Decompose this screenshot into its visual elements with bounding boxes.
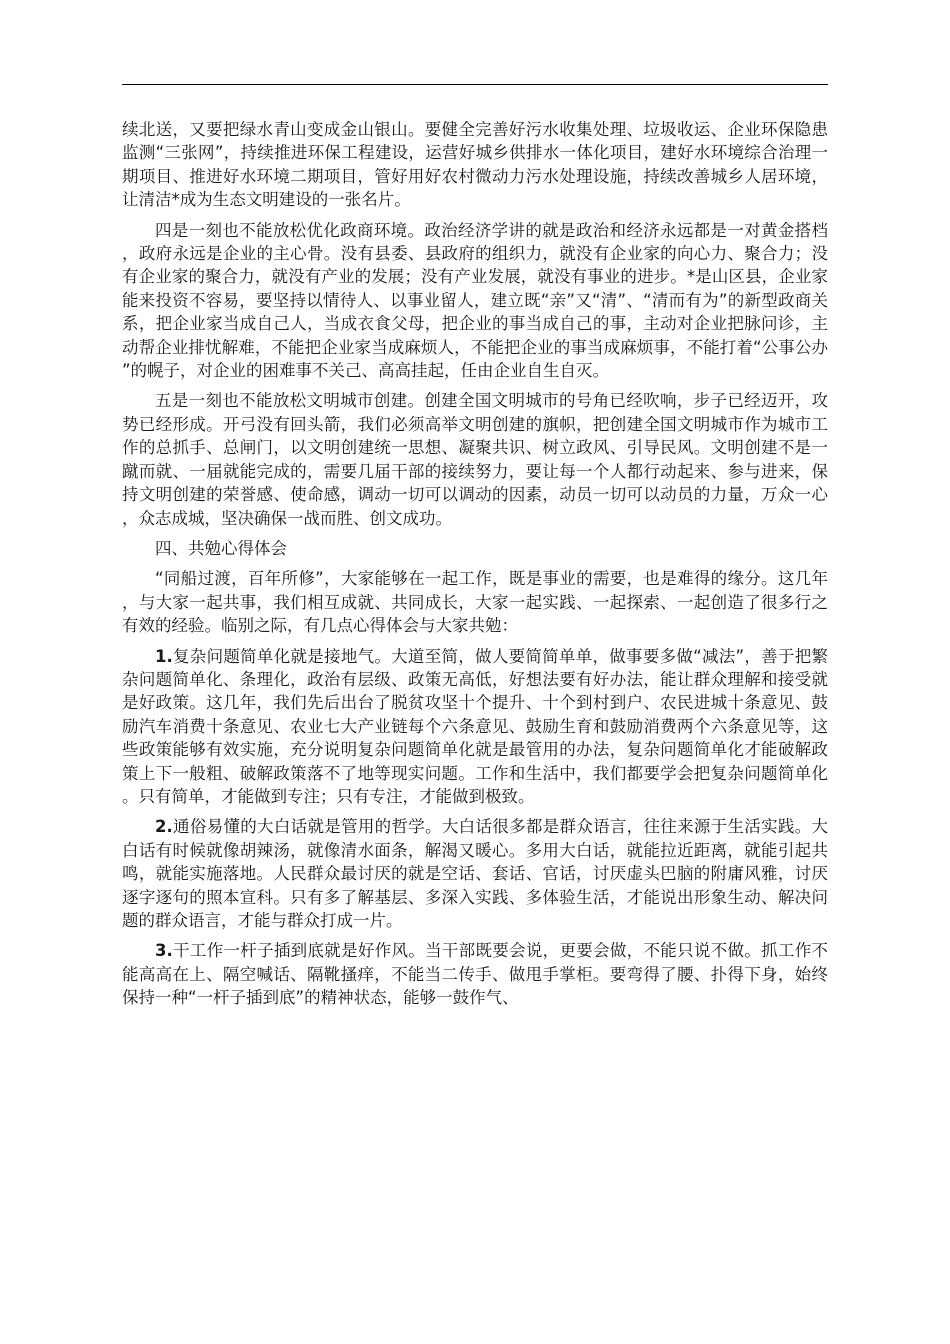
point-text: 通俗易懂的大白话就是管用的哲学。大白话很多都是群众语言，往往来源于生活实践。大白话有时候就像胡辣汤，就像清水面条，解渴又暖心。多用大白话，就能拉近距离，就能引起共鸣，就能实施落地。人民群众最讨厌的就是空话、套话、官话，讨厌虚头巴脑的附庸风雅，讨厌逐字逐句的照本宣科。只有多了解基层、多深入实践、多体验生活，才能说出形象生动、解决问题的群众语言，才能与群众打成一片。 <box>122 817 828 930</box>
paragraph-intro: “同船过渡，百年所修”，大家能够在一起工作，既是事业的需要，也是难得的缘分。这几年，与大家一起共事，我们相互成就、共同成长，大家一起实践、一起探索、一起创造了很多行之有效的经验。临别之际，有几点心得体会与大家共勉： <box>122 569 828 636</box>
paragraph-continued: 续北送，又要把绿水青山变成金山银山。要健全完善好污水收集处理、垃圾收运、企业环保隐患监测“三张网”，持续推进环保工程建设，运营好城乡供排水一体化项目，建好水环境综合治理一期项目、推进好水环境二期项目，管好用好农村微动力污水处理设施，持续改善城乡人居环境，让清洁*成为生态文明建设的一张名片。 <box>122 120 828 210</box>
point-number: 3. <box>155 941 173 961</box>
document-body <box>122 118 828 1017</box>
point-text: 干工作一杆子插到底就是好作风。当干部既要会说，更要会做，不能只说不做。抓工作不能高高在上、隔空喊话、隔靴搔痒，不能当二传手、做甩手掌柜。要弯得了腰、扑得下身，始终保持一种“一杆子插到底”的精神状态，能够一鼓作气、 <box>122 941 828 1008</box>
point-text: 复杂问题简单化就是接地气。大道至简，做人要简简单单，做事要多做“减法”，善于把繁杂问题简单化、条理化，政治有层级、政策无高低，好想法要有好办法，能让群众理解和接受就是好政策。这几年，我们先后出台了脱贫攻坚十个提升、十个到村到户、农民进城十条意见、鼓励汽车消费十条意见、农业七大产业链每个六条意见、鼓励生育和鼓励消费两个六条意见等，这些政策能够有效实施，充分说明复杂问题简单化就是最管用的办法，复杂问题简单化才能破解政策上下一般粗、破解政策落不了地等现实问题。工作和生活中，我们都要学会把复杂问题简单化。只有简单，才能做到专注；只有专注，才能做到极致。 <box>122 646 828 806</box>
header-rule <box>122 84 828 85</box>
paragraph-civilized-city: 五是一刻也不能放松文明城市创建。创建全国文明城市的号角已经吹响，步子已经迈开，攻势已经形成。开弓没有回头箭，我们必须高举文明创建的旗帜，把创建全国文明城市作为城市工作的总抓手、总闸门，以文明创建统一思想、凝聚共识、树立政风、引导民风。文明创建不是一蹴而就、一届就能完成的，需要几届干部的接续努力，要让每一个人都行动起来、参与进来，保持文明创建的荣誉感、使命感，调动一切可以调动的因素，动员一切可以动员的力量，万众一心，众志成城，坚决确保一战而胜、创文成功。 <box>122 391 828 528</box>
point-number: 1. <box>155 646 173 666</box>
section-heading: 四、共勉心得体会 <box>155 538 287 558</box>
point-2 <box>122 815 828 932</box>
point-3 <box>122 939 828 1009</box>
point-number: 2. <box>155 817 173 837</box>
point-1 <box>122 645 828 809</box>
paragraph-business-environment: 四是一刻也不能放松优化政商环境。政治经济学讲的就是政治和经济永远都是一对黄金搭档，政府永远是企业的主心骨。没有县委、县政府的组织力，就没有企业家的向心力、聚合力；没有企业家的聚合力，就没有产业的发展；没有产业发展，就没有事业的进步。*是山区县，企业家能来投资不容易，要坚持以情待人、以事业留人，建立既“亲”又“清”、“清而有为”的新型政商关系，把企业家当成自己人，当成衣食父母，把企业的事当成自己的事，主动对企业把脉问诊，主动帮企业排忧解难，不能把企业家当成麻烦人，不能把企业的事当成麻烦事，不能打着“公事公办”的幌子，对企业的困难事不关己、高高挂起，任由企业自生自灭。 <box>122 220 828 381</box>
